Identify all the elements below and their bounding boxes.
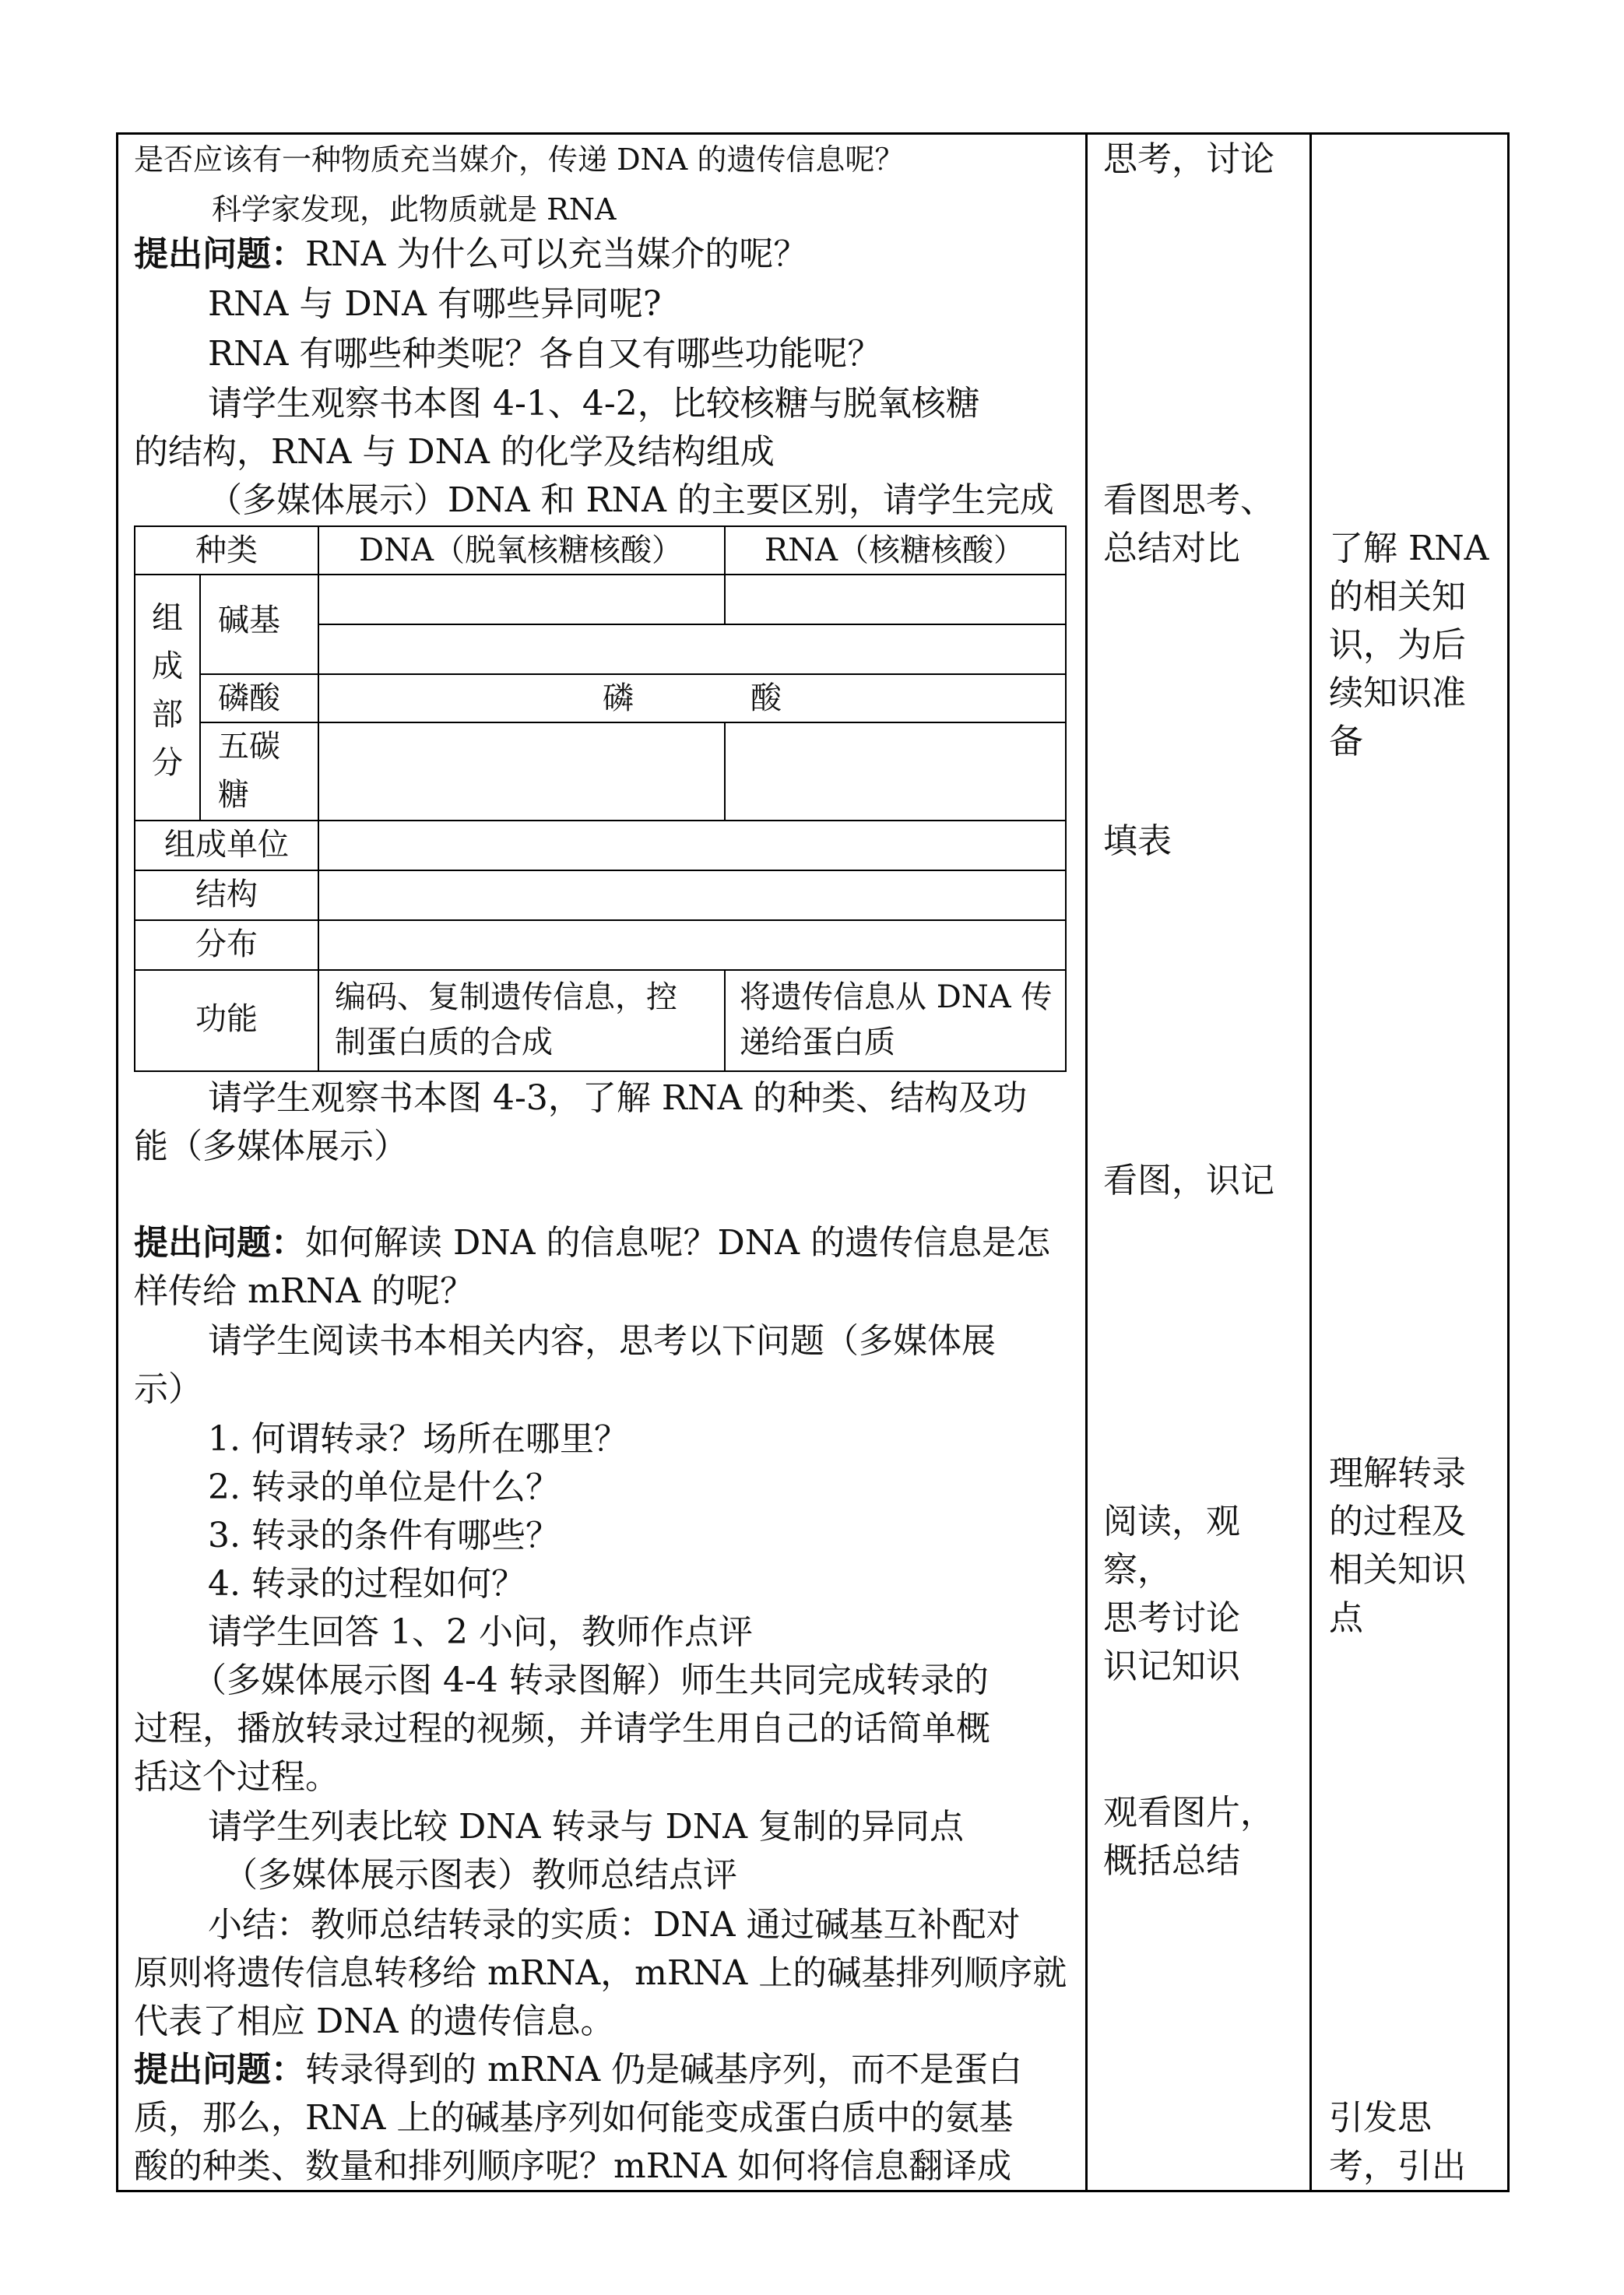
group-label-char: 部 bbox=[152, 697, 183, 733]
intent-text: 备 bbox=[1329, 722, 1363, 761]
text-line: （多媒体展示图 4-4 转录图解）师生共同完成转录的 bbox=[192, 1661, 989, 1700]
row-label-function: 功能 bbox=[195, 1001, 258, 1037]
list-item: 4. 转录的过程如何？ bbox=[208, 1564, 526, 1604]
text-line: 示） bbox=[134, 1369, 202, 1409]
table-rule bbox=[135, 820, 1065, 821]
intent-text: 的过程及 bbox=[1329, 1502, 1466, 1541]
question-label: 提出问题： bbox=[134, 1223, 305, 1263]
list-item: 2. 转录的单位是什么？ bbox=[208, 1467, 560, 1507]
group-label-char: 组 bbox=[152, 600, 183, 636]
row-label-unit: 组成单位 bbox=[164, 827, 289, 863]
group-label-component bbox=[148, 594, 187, 787]
text-line: 酸的种类、数量和排列顺序呢？mRNA 如何将信息翻译成 bbox=[134, 2146, 1012, 2186]
text-line: 样传给 mRNA 的呢？ bbox=[134, 1271, 475, 1311]
question-text: 转录得到的 mRNA 仍是碱基序列，而不是蛋白 bbox=[305, 2050, 1023, 2089]
question-line bbox=[134, 1220, 1050, 1267]
table-rule bbox=[318, 624, 1065, 625]
design-intent-column bbox=[1329, 135, 1504, 2190]
activity-text: 总结对比 bbox=[1103, 529, 1240, 568]
phosphate-value: 酸 bbox=[750, 680, 782, 716]
text-line: 请学生观察书本图 4-3，了解 RNA 的种类、结构及功 bbox=[208, 1078, 1028, 1118]
activity-text: 概括总结 bbox=[1103, 1841, 1240, 1881]
text-line: RNA 有哪些种类呢？各自又有哪些功能呢？ bbox=[208, 334, 882, 374]
text-line: 科学家发现，此物质就是 RNA bbox=[212, 192, 617, 227]
dna-function: 制蛋白质的合成 bbox=[335, 1024, 553, 1060]
intent-text: 相关知识 bbox=[1329, 1550, 1466, 1590]
text-line: 能（多媒体展示） bbox=[134, 1126, 408, 1166]
table-rule bbox=[199, 574, 201, 820]
table-rule bbox=[199, 722, 1065, 723]
text-line: 请学生回答 1、2 小问，教师作点评 bbox=[208, 1612, 753, 1652]
table-rule bbox=[724, 969, 726, 1070]
row-label-sugar: 糖 bbox=[218, 777, 249, 813]
text-line: （多媒体展示图表）教师总结点评 bbox=[223, 1855, 737, 1895]
table-rule bbox=[135, 870, 1065, 871]
row-label-base: 碱基 bbox=[218, 603, 280, 638]
list-item: 1. 何谓转录？场所在哪里？ bbox=[208, 1419, 628, 1459]
text-line: （多媒体展示）DNA 和 RNA 的主要区别，请学生完成 bbox=[208, 480, 1054, 520]
text-line: 过程，播放转录过程的视频，并请学生用自己的话简单概 bbox=[134, 1709, 990, 1748]
text-line: 质，那么，RNA 上的碱基序列如何能变成蛋白质中的氨基 bbox=[134, 2098, 1014, 2138]
dna-rna-comparison-table bbox=[134, 525, 1067, 1072]
table-rule bbox=[724, 722, 726, 820]
header-rna: RNA（核糖核酸） bbox=[764, 532, 1025, 568]
group-label-char: 分 bbox=[152, 745, 183, 781]
text-line: 是否应该有一种物质充当媒介，传递 DNA 的遗传信息呢？ bbox=[134, 142, 905, 177]
intent-text: 考，引出 bbox=[1329, 2146, 1466, 2186]
activity-text: 看图，识记 bbox=[1103, 1161, 1274, 1200]
question-line bbox=[134, 2047, 1022, 2093]
question-label: 提出问题： bbox=[134, 234, 305, 274]
column-divider bbox=[1085, 135, 1088, 2190]
activity-text: 察， bbox=[1103, 1550, 1172, 1590]
question-label: 提出问题： bbox=[134, 2050, 305, 2089]
text-line: 小结：教师总结转录的实质：DNA 通过碱基互补配对 bbox=[208, 1905, 1021, 1945]
question-line bbox=[134, 231, 807, 278]
text-line: 代表了相应 DNA 的遗传信息。 bbox=[134, 2002, 615, 2041]
intent-text: 了解 RNA bbox=[1329, 529, 1489, 568]
text-line: 请学生观察书本图 4-1、4-2，比较核糖与脱氧核糖 bbox=[208, 384, 980, 424]
row-label-phosphate: 磷酸 bbox=[218, 680, 280, 716]
header-dna: DNA（脱氧核糖核酸） bbox=[359, 532, 683, 568]
table-rule bbox=[135, 574, 1065, 575]
column-divider bbox=[1309, 135, 1312, 2190]
text-line: 请学生阅读书本相关内容，思考以下问题（多媒体展 bbox=[208, 1321, 996, 1361]
header-type: 种类 bbox=[195, 532, 258, 568]
table-rule bbox=[318, 527, 319, 1070]
activity-text: 观看图片， bbox=[1103, 1793, 1274, 1833]
intent-text: 的相关知 bbox=[1329, 577, 1466, 617]
activity-text: 阅读，观 bbox=[1103, 1502, 1240, 1541]
table-rule bbox=[135, 919, 1065, 921]
rna-function: 递给蛋白质 bbox=[740, 1024, 895, 1060]
text-line: RNA 与 DNA 有哪些异同呢? bbox=[208, 284, 662, 324]
row-label-distribution: 分布 bbox=[195, 926, 258, 962]
lesson-plan-table bbox=[116, 132, 1510, 2192]
intent-text: 识，为后 bbox=[1329, 625, 1466, 665]
phosphate-value: 磷 bbox=[603, 680, 634, 716]
rna-function: 将遗传信息从 DNA 传 bbox=[740, 979, 1053, 1015]
activity-text: 思考，讨论 bbox=[1103, 139, 1274, 179]
teaching-content-column bbox=[134, 135, 1076, 2190]
text-line: 的结构，RNA 与 DNA 的化学及结构组成 bbox=[134, 432, 775, 472]
activity-text: 识记知识 bbox=[1103, 1647, 1240, 1686]
row-label-structure: 结构 bbox=[195, 877, 258, 912]
question-text: 如何解读 DNA 的信息呢？DNA 的遗传信息是怎 bbox=[305, 1223, 1051, 1263]
text-line: 原则将遗传信息转移给 mRNA，mRNA 上的碱基排列顺序就 bbox=[134, 1953, 1067, 1993]
question-text: RNA 为什么可以充当媒介的呢？ bbox=[305, 234, 808, 274]
intent-text: 理解转录 bbox=[1329, 1453, 1466, 1493]
text-line: 请学生列表比较 DNA 转录与 DNA 复制的异同点 bbox=[208, 1807, 965, 1847]
group-label-char: 成 bbox=[152, 648, 183, 684]
table-rule bbox=[199, 673, 1065, 675]
text-line: 括这个过程。 bbox=[134, 1757, 339, 1797]
intent-text: 续知识准 bbox=[1329, 673, 1466, 713]
student-activity-column bbox=[1103, 135, 1306, 2190]
activity-text: 看图思考、 bbox=[1103, 480, 1274, 520]
row-label-sugar: 五碳 bbox=[218, 729, 280, 764]
list-item: 3. 转录的条件有哪些？ bbox=[208, 1516, 560, 1555]
activity-text: 填表 bbox=[1103, 821, 1172, 861]
activity-text: 思考讨论 bbox=[1103, 1598, 1240, 1638]
dna-function: 编码、复制遗传信息，控 bbox=[335, 979, 677, 1015]
table-rule bbox=[135, 969, 1065, 971]
intent-text: 引发思 bbox=[1329, 2098, 1432, 2138]
intent-text: 点 bbox=[1329, 1598, 1363, 1638]
